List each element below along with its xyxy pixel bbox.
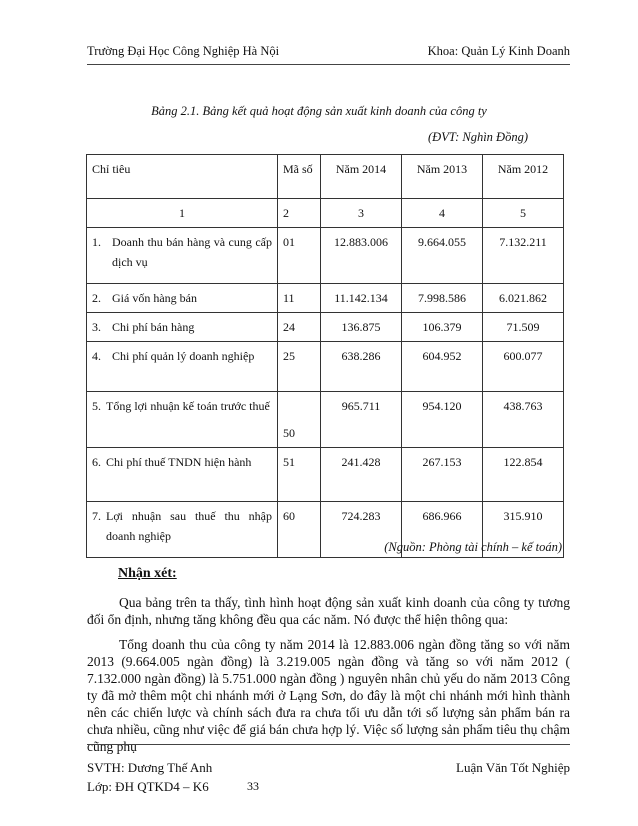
table-source: (Nguồn: Phòng tài chính – kế toán) (384, 540, 562, 554)
row-code: 11 (278, 284, 321, 313)
row-label-cell (87, 448, 278, 502)
value-2012: 315.910 (483, 502, 564, 558)
value-2014: 638.286 (321, 342, 402, 392)
header-cell: Năm 2012 (483, 155, 564, 199)
value-2013: 604.952 (402, 342, 483, 392)
row-label-cell (87, 502, 278, 558)
table-row (87, 313, 564, 342)
page-header (87, 44, 570, 65)
row-number: 6. (92, 455, 101, 469)
value-2012: 6.021.862 (483, 284, 564, 313)
row-number: 2. (92, 291, 101, 305)
value-2014: 241.428 (321, 448, 402, 502)
index-cell: 5 (483, 199, 564, 228)
row-number: 7. (92, 509, 101, 523)
row-label-cell (87, 342, 278, 392)
footer-class: Lớp: ĐH QTKD4 – K6 (87, 779, 209, 794)
row-code: 50 (278, 392, 321, 448)
value-2012: 71.509 (483, 313, 564, 342)
header-cell: Mã số (278, 155, 321, 199)
row-label-text: Tổng lợi nhuận kế toán trước thuế (106, 399, 270, 413)
table-row (87, 392, 564, 448)
row-number: 4. (92, 349, 101, 363)
row-label-text: Doanh thu bán hàng và cung cấp dịch vụ (112, 235, 272, 269)
row-code: 24 (278, 313, 321, 342)
row-code: 01 (278, 228, 321, 284)
row-label (92, 452, 272, 472)
header-cell: Năm 2013 (402, 155, 483, 199)
table-caption: Bảng 2.1. Bảng kết quả hoạt động sản xuất kinh doanh của công ty (151, 104, 487, 118)
page-number: 33 (247, 779, 259, 793)
row-label-text: Lợi nhuận sau thuế thu nhập doanh nghiệp (106, 509, 272, 543)
row-code: 60 (278, 502, 321, 558)
value-2014: 11.142.134 (321, 284, 402, 313)
footer-student: SVTH: Dương Thế Anh (87, 760, 213, 775)
table-header-row (87, 155, 564, 199)
header-cell: Năm 2014 (321, 155, 402, 199)
value-2014: 965.711 (321, 392, 402, 448)
value-2012: 438.763 (483, 392, 564, 448)
table-row (87, 284, 564, 313)
section-title: Nhận xét: (118, 566, 177, 581)
results-table (86, 154, 564, 558)
value-2014: 724.283 (321, 502, 402, 558)
row-label (92, 317, 272, 337)
value-2012: 122.854 (483, 448, 564, 502)
footer-thesis: Luận Văn Tốt Nghiệp (456, 760, 570, 775)
row-number: 1. (92, 235, 101, 249)
header-faculty: Khoa: Quản Lý Kinh Doanh (427, 44, 570, 58)
row-label-cell (87, 228, 278, 284)
unit-note: (ĐVT: Nghìn Đồng) (428, 130, 528, 144)
value-2013: 9.664.055 (402, 228, 483, 284)
row-label-text: Chi phí thuế TNDN hiện hành (106, 455, 252, 469)
row-label (92, 232, 272, 272)
index-cell: 2 (278, 199, 321, 228)
value-2013: 267.153 (402, 448, 483, 502)
value-2013: 686.966 (402, 502, 483, 558)
row-label-text: Giá vốn hàng bán (112, 291, 197, 305)
index-cell: 1 (87, 199, 278, 228)
table-row (87, 228, 564, 284)
value-2013: 106.379 (402, 313, 483, 342)
row-label (92, 288, 272, 308)
table-row (87, 342, 564, 392)
row-label (92, 396, 272, 416)
value-2013: 7.998.586 (402, 284, 483, 313)
value-2014: 12.883.006 (321, 228, 402, 284)
table-row (87, 448, 564, 502)
row-label-cell (87, 392, 278, 448)
index-cell: 4 (402, 199, 483, 228)
paragraph: Qua bảng trên ta thấy, tình hình hoạt động sản xuất kinh doanh của công ty tương đối ổn định, nhưng tăng không đều qua các năm. Nó được thể hiện thông qua: (87, 595, 570, 627)
row-code: 51 (278, 448, 321, 502)
footer-divider (87, 744, 570, 745)
header-cell: Chỉ tiêu (87, 155, 278, 199)
row-number: 3. (92, 320, 101, 334)
paragraph: Tổng doanh thu của công ty năm 2014 là 12.883.006 ngàn đồng tăng so với năm 2013 (9.664.005 ngàn đồng) là 3.219.005 ngàn đồng và tăng so với năm 2012 ( 7.132.000 ngàn đồng) là 5.751.000 ngàn đồng ) nguyên nhân chủ yếu do năm 2013 Công ty đã mở thêm một chi nhánh mới ở Lạng Sơn, do đây là một chi nhánh mới hình thành nên các chiến lược và chính sách đưa ra chưa tối ưu dẫn tới số lượng sản phẩm bán ra chưa nhiều, cũng như việc để giá bán chưa hợp lý. Việc số lượng sản phẩm tiêu thụ chậm cũng phụ (87, 637, 570, 754)
row-label-cell (87, 313, 278, 342)
index-row (87, 199, 564, 228)
value-2012: 7.132.211 (483, 228, 564, 284)
row-label-cell (87, 284, 278, 313)
value-2013: 954.120 (402, 392, 483, 448)
index-cell: 3 (321, 199, 402, 228)
row-label-text: Chi phí bán hàng (112, 320, 195, 334)
value-2012: 600.077 (483, 342, 564, 392)
row-label-text: Chi phí quản lý doanh nghiệp (112, 349, 255, 363)
row-code: 25 (278, 342, 321, 392)
row-label (92, 506, 272, 546)
row-label (92, 346, 272, 366)
header-school: Trường Đại Học Công Nghiệp Hà Nội (87, 44, 280, 58)
value-2014: 136.875 (321, 313, 402, 342)
row-number: 5. (92, 399, 101, 413)
